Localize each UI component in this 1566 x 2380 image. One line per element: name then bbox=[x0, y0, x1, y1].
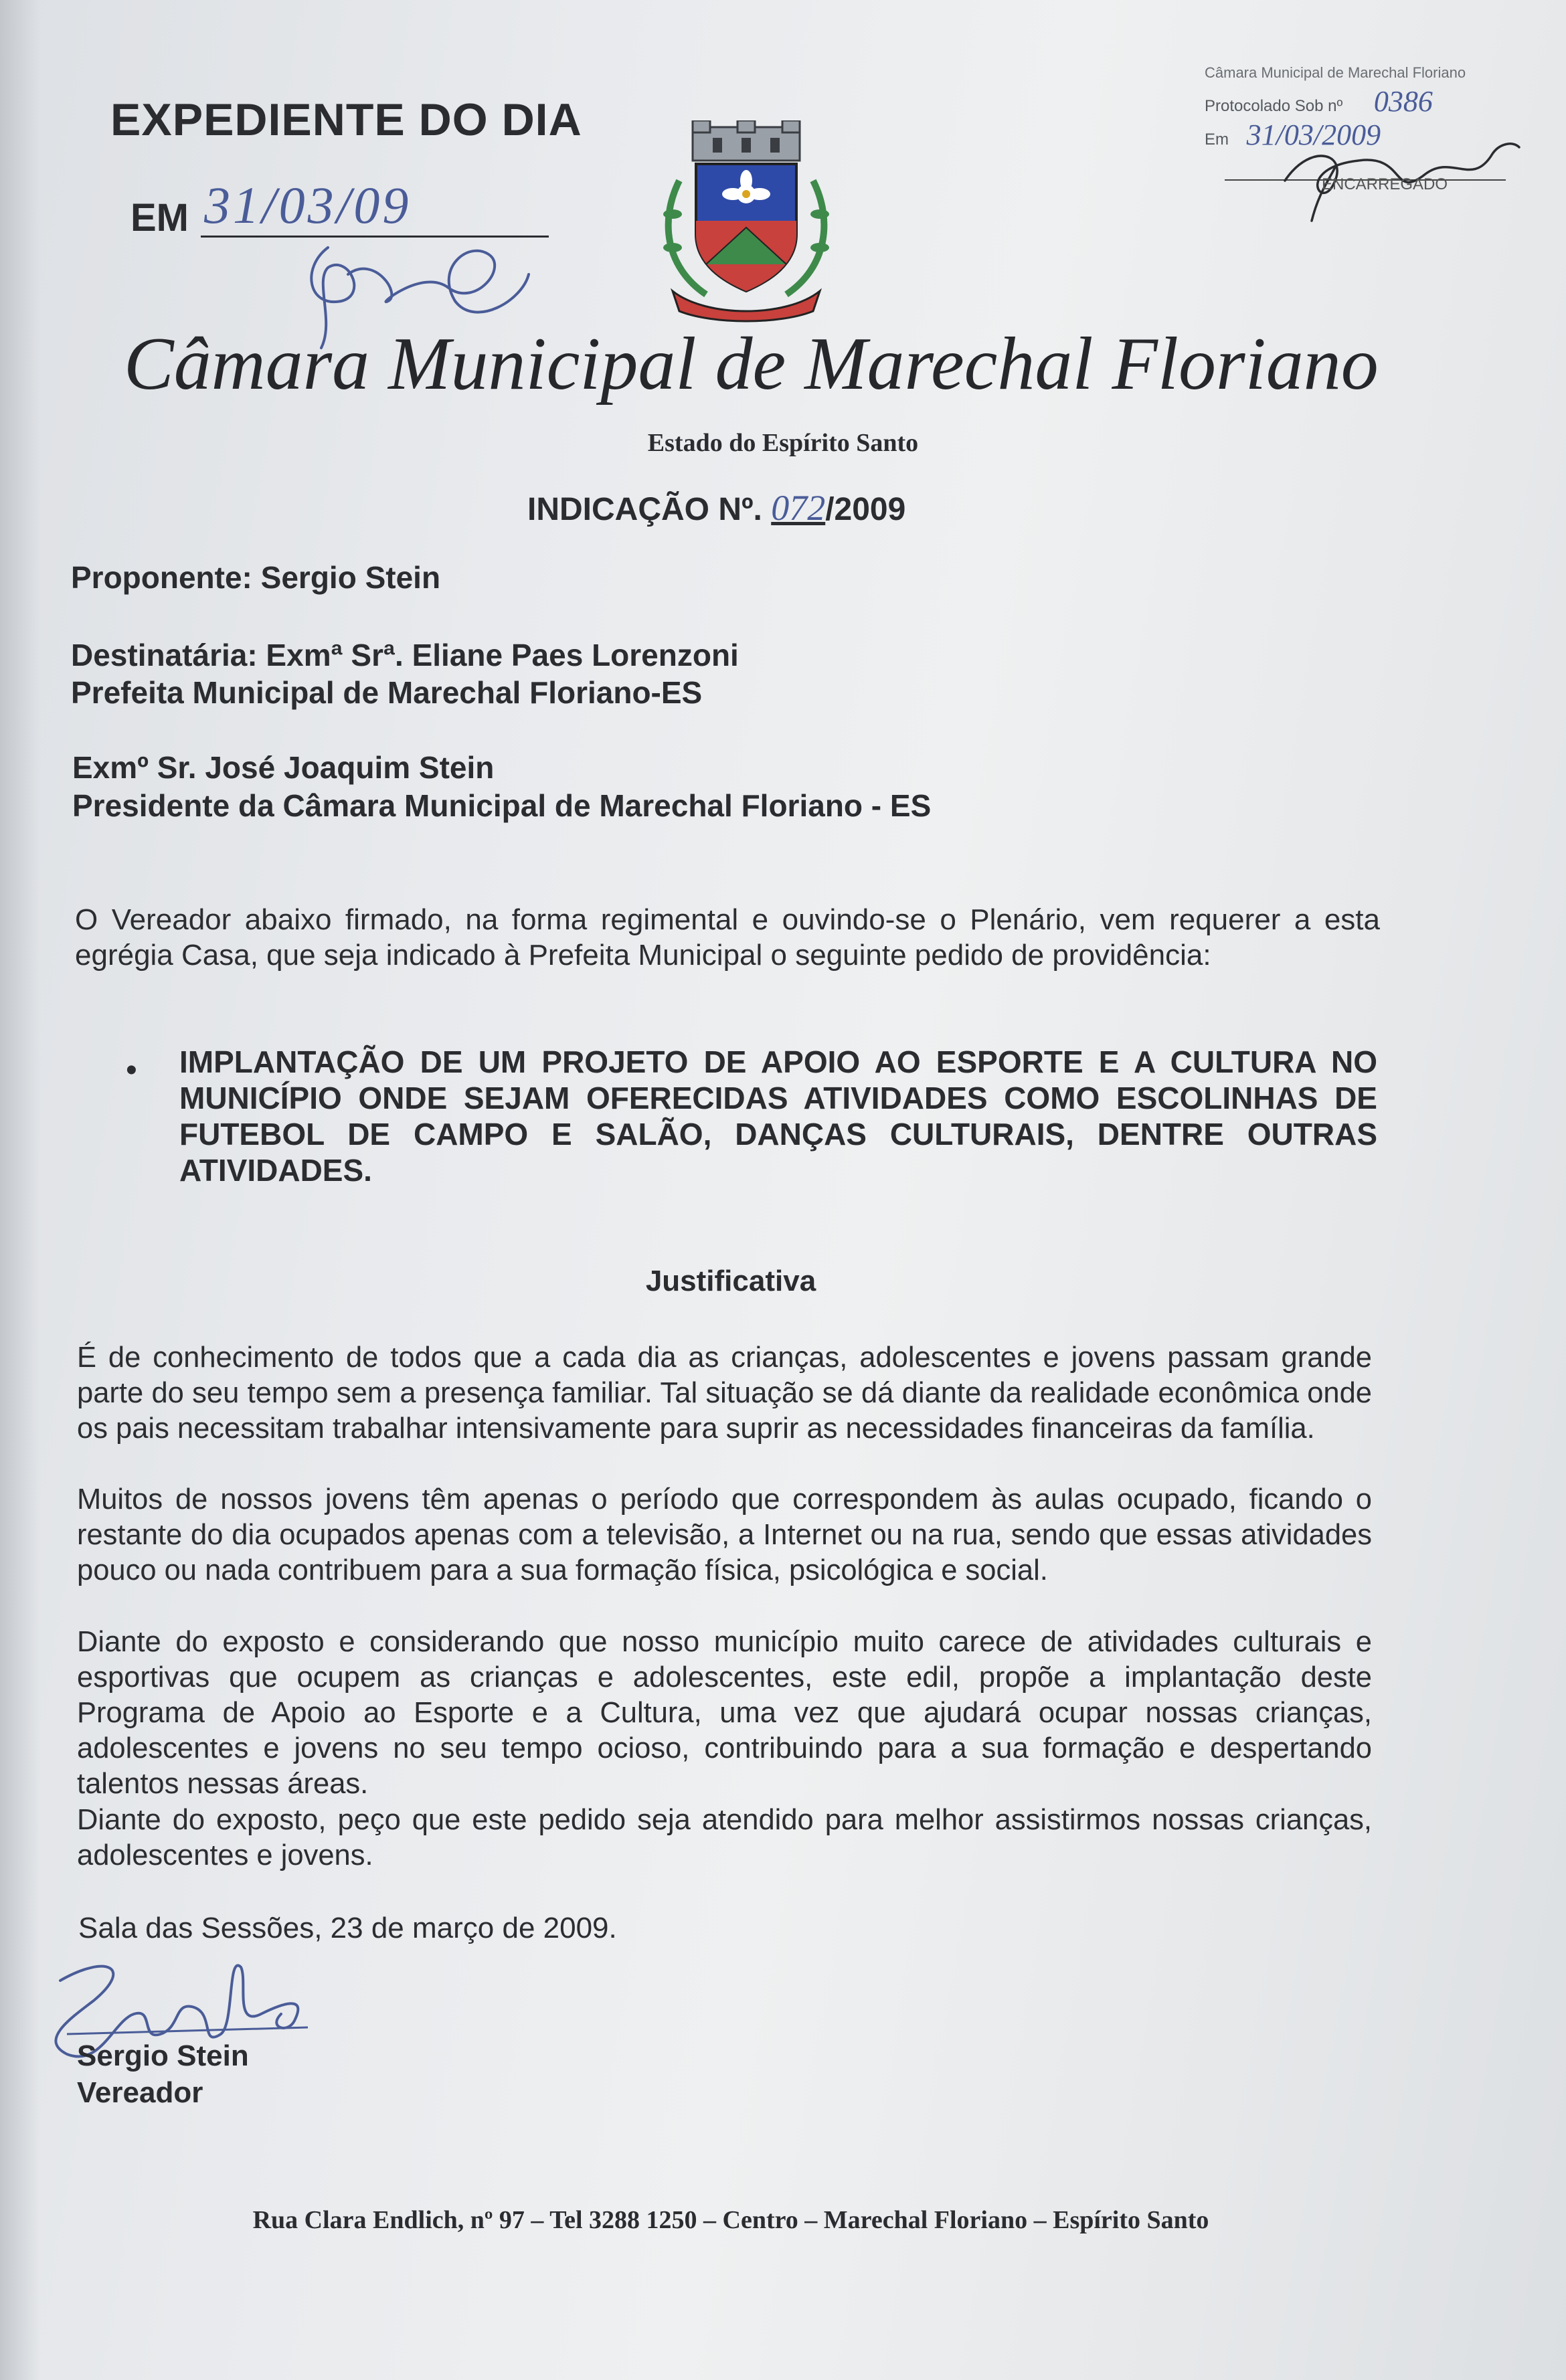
bullet-marker: • bbox=[126, 1052, 137, 1088]
justificativa-heading: Justificativa bbox=[645, 1265, 816, 1297]
institution-name: Câmara Municipal de Marechal Floriano bbox=[124, 323, 1379, 405]
indicacao-number bbox=[527, 487, 905, 529]
stamp-protocol-row bbox=[1205, 84, 1433, 118]
stamp-role-label: ENCARREGADO bbox=[1322, 175, 1448, 193]
footer-address: Rua Clara Endlich, nº 97 – Tel 3288 1250 – Centro – Marechal Floriano – Espírito Santo bbox=[252, 2206, 1209, 2234]
presidente-title: Presidente da Câmara Municipal de Marechal Floriano - ES bbox=[72, 788, 932, 823]
justificativa-paragraph-4: Diante do exposto, peço que este pedido seja atendido para melhor assistirmos nossas crianças, adolescentes e jovens. bbox=[77, 1804, 1372, 1871]
intro-paragraph: O Vereador abaixo firmado, na forma regimental e ouvindo-se o Plenário, vem requerer a esta egrégia Casa, que seja indicado à Prefeita Municipal o seguinte pedido de providência: bbox=[75, 903, 1380, 972]
justificativa-paragraph-1: É de conhecimento de todos que a cada dia as crianças, adolescentes e jovens passam grande parte do seu tempo sem a presença familiar. Tal situação se dá diante da realidade econômica onde os pais necessitam trabalhar intensivamente para suprir as necessidades financeiras da família. bbox=[77, 1342, 1372, 1445]
signatory-role: Vereador bbox=[77, 2076, 203, 2109]
signatory-name: Sergio Stein bbox=[77, 2039, 249, 2072]
destinataria-title: Prefeita Municipal de Marechal Floriano-ES bbox=[71, 675, 703, 710]
proponente-line: Proponente: Sergio Stein bbox=[71, 560, 441, 595]
stamp-chamber-name: Câmara Municipal de Marechal Floriano bbox=[1205, 64, 1466, 81]
stamp-date-label: Em bbox=[1205, 130, 1229, 149]
em-label: EM bbox=[130, 196, 189, 240]
justificativa-paragraph-2: Muitos de nossos jovens têm apenas o período que correspondem às aulas ocupado, ficando o restante do dia ocupados apenas com a televisão, a Internet ou na rua, sendo que essas atividades pouco ou nada contribuem para a sua formação física, psicológica e social. bbox=[77, 1483, 1372, 1586]
stamp-date-value: 31/03/2009 bbox=[1246, 118, 1381, 151]
request-item: IMPLANTAÇÃO DE UM PROJETO DE APOIO AO ESPORTE E A CULTURA NO MUNICÍPIO ONDE SEJAM OFERECIDAS ATIVIDADES COMO ESCOLINHAS DE FUTEBOL DE CAMPO E SALÃO, DANÇAS CULTURAIS, DENTRE OUTRAS ATIVIDADES. bbox=[179, 1044, 1377, 1188]
stamp-protocol-number: 0386 bbox=[1373, 85, 1433, 118]
justificativa-paragraph-3: Diante do exposto e considerando que nosso município muito carece de atividades culturais e esportivas que ocupem as crianças e adolescentes, este edil, propõe a implantação deste Programa de Apoio ao Esporte e a Cultura, uma vez que ajudará ocupar nossas crianças, adolescentes e jovens no seu tempo ocioso, contribuindo para a sua formação e despertando talentos nessas áreas. bbox=[77, 1626, 1372, 1800]
stamp-protocol-label: Protocolado Sob nº bbox=[1205, 97, 1343, 115]
indicacao-suffix: /2009 bbox=[825, 492, 906, 527]
presidente-line: Exmº Sr. José Joaquim Stein bbox=[72, 750, 495, 785]
institution-state: Estado do Espírito Santo bbox=[647, 429, 919, 457]
indicacao-prefix: INDICAÇÃO Nº. bbox=[527, 492, 762, 527]
destinataria-line: Destinatária: Exmª Srª. Eliane Paes Lorenzoni bbox=[71, 638, 739, 672]
coat-of-arms-emblem bbox=[652, 120, 840, 328]
indicacao-handwritten-number: 072 bbox=[771, 488, 826, 528]
handwritten-date: 31/03/09 bbox=[204, 176, 412, 234]
expediente-title: EXPEDIENTE DO DIA bbox=[110, 94, 582, 145]
closing-date: Sala das Sessões, 23 de março de 2009. bbox=[78, 1912, 617, 1944]
